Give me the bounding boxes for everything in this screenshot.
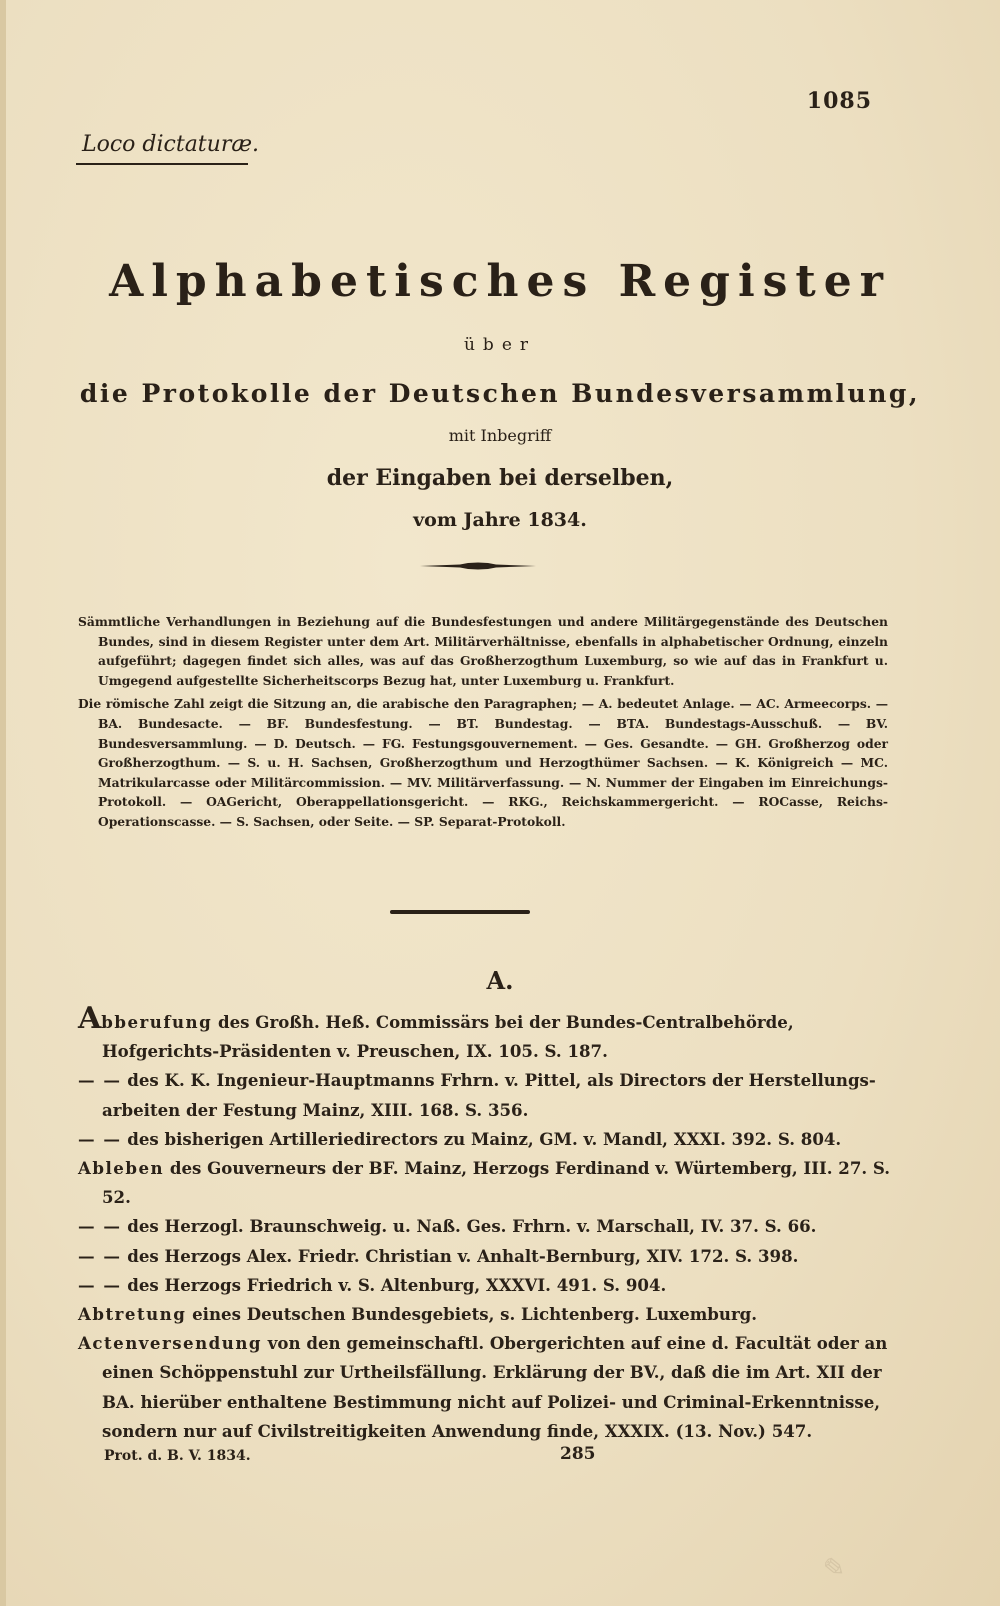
entry-text: des K. K. Ingenieur-Hauptmanns Frhrn. v. Pittel, als Directors der Herstellungs-arbeiten der Festung Mainz, XIII. 168. S. 356. — [102, 1070, 876, 1120]
entry-lead: Ableben — [78, 1158, 165, 1179]
list-item — [78, 1154, 892, 1212]
entry-text: des Herzogl. Braunschweig. u. Naß. Ges. Frhrn. v. Marschall, IV. 37. S. 66. — [121, 1216, 817, 1237]
entry-text: eines Deutschen Bundesgebiets, s. Lichtenberg. Luxemburg. — [186, 1304, 758, 1325]
section-divider — [390, 910, 530, 914]
list-item — [78, 1066, 892, 1124]
title-block — [0, 256, 1000, 531]
entry-initial: A — [78, 1001, 102, 1036]
list-item — [78, 1125, 892, 1154]
entry-text: des bisherigen Artilleriedirectors zu Mainz, GM. v. Mandl, XXXI. 392. S. 804. — [121, 1128, 842, 1149]
pencil-mark: ✎ — [816, 1549, 848, 1588]
loco-dictaturae: Loco dictaturæ. — [82, 132, 260, 157]
list-item — [78, 1271, 892, 1300]
entry-text: des Herzogs Friedrich v. S. Altenburg, XXXVI. 491. S. 904. — [121, 1274, 667, 1295]
title-mit-inbegriff: mit Inbegriff — [448, 426, 552, 445]
entry-text: des Großh. Heß. Commissärs bei der Bundes-Centralbehörde, Hofgerichts-Präsidenten v. Preuschen, IX. 105. S. 187. — [102, 1012, 794, 1062]
title-ornament — [420, 562, 536, 570]
entry-lead: — — — [78, 1245, 122, 1266]
entry-text: des Herzogs Alex. Friedr. Christian v. Anhalt-Bernburg, XIV. 172. S. 398. — [121, 1245, 799, 1266]
page-edge — [0, 0, 6, 1606]
footer-signature-number: 285 — [560, 1444, 596, 1464]
register-title: Alphabetisches Register — [109, 256, 891, 307]
entry-text: des Gouverneurs der BF. Mainz, Herzogs Ferdinand v. Würtemberg, III. 27. S. 52. — [102, 1158, 891, 1208]
note-abbreviations: Die römische Zahl zeigt die Sitzung an, die arabische den Paragraphen; — A. bedeutet Anlage. — AC. Armeecorps. — BA. Bundesacte. — BF. Bundesfestung. — BT. Bundestag. — BTA. Bundestags-Ausschuß. — BV. Bundesversammlung. — D. Deutsch. — FG. Festungsgouvernement. — Ges. Gesandte. — GH. Großherzog oder Großherzogthum. — S. u. H. Sachsen, Großherzogthum und Herzogthümer Sachsen. — K. Königreich — MC. Matrikularcasse oder Militärcommission. — MV. Militärverfassung. — N. Nummer der Eingaben im Einreichungs-Protokoll. — OAGericht, Oberappellationsgericht. — RKG., Reichskammergericht. — ROCasse, Reichs-Operationscasse. — S. Sachsen, oder Seite. — SP. Separat-Protokoll. — [78, 696, 888, 829]
entry-lead: Abtretung — [78, 1304, 187, 1325]
entry-lead: — — — [78, 1070, 122, 1091]
section-letter: A. — [486, 966, 514, 995]
register-subtitle: die Protokolle der Deutschen Bundesversammlung, — [79, 379, 921, 408]
list-item — [78, 1242, 892, 1271]
entry-lead: bberufung — [101, 1012, 213, 1032]
list-item — [78, 1001, 892, 1066]
entry-text: von den gemeinschaftl. Obergerichten auf eine d. Facultät oder an einen Schöppenstuhl zur Urtheilsfällung. Erklärung der BV., daß die im Art. XII der BA. hierüber enthaltene Bestimmung nicht auf Polizei- und Criminal-Erkenntnisse, sondern nur auf Civilstreitigkeiten Anwendung finde, XXXIX. (13. Nov.) 547. — [102, 1333, 888, 1441]
note-paragraph: Sämmtliche Verhandlungen in Beziehung auf die Bundesfestungen und andere Militärgegenstände des Deutschen Bundes, sind in diesem Register unter dem Art. Militärverhältnisse, ebenfalls in alphabetischer Ordnung, einzeln aufgeführt; dagegen findet sich alles, was auf das Großherzogthum Luxemburg, so wie auf das in Frankfurt u. Umgegend aufgestellte Sicherheitscorps Bezug hat, unter Luxemburg u. Frankfurt. — [78, 614, 888, 688]
entry-lead: — — — [78, 1128, 122, 1149]
title-uber: über — [463, 335, 537, 355]
entry-lead: — — — [78, 1216, 122, 1237]
title-eingaben: der Eingaben bei derselben, — [326, 465, 674, 491]
entry-lead: — — — [78, 1274, 122, 1295]
list-item — [78, 1329, 892, 1446]
register-notes — [78, 612, 888, 836]
page-number: 1085 — [806, 88, 872, 114]
register-entries — [78, 1001, 892, 1446]
entry-lead: Actenversendung — [78, 1333, 263, 1354]
loco-underline — [76, 163, 248, 165]
footer-protocol-ref: Prot. d. B. V. 1834. — [104, 1448, 251, 1464]
title-year: vom Jahre 1834. — [413, 509, 587, 531]
list-item — [78, 1300, 892, 1329]
list-item — [78, 1212, 892, 1241]
